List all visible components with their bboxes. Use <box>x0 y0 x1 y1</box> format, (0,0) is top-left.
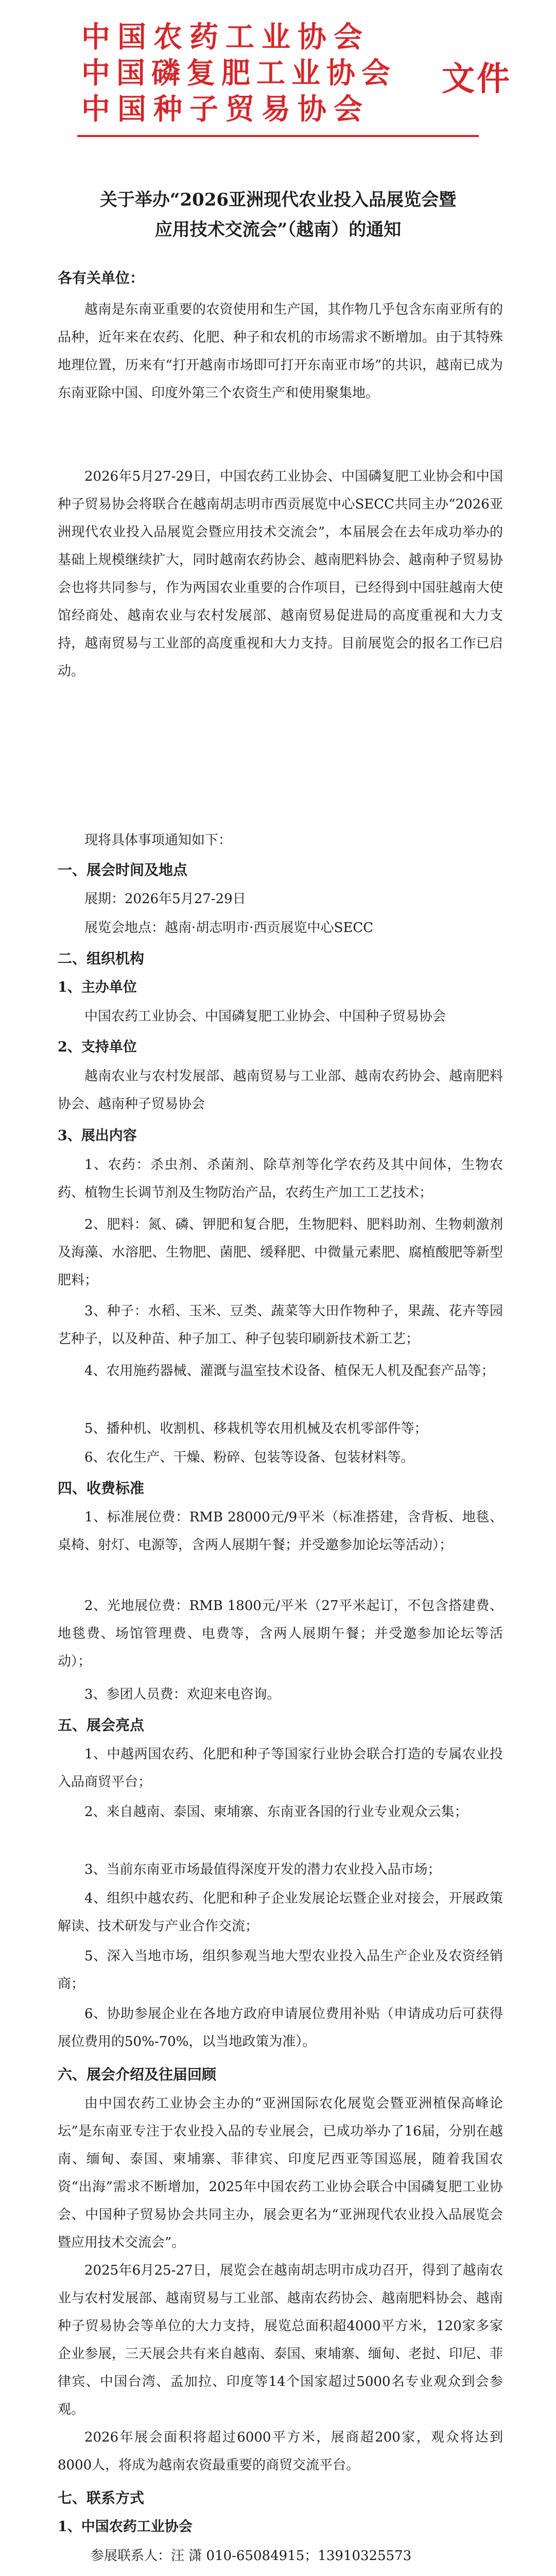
review-paragraph-3: 2026年展会面积将超过6000平方米，展商超200家，观众将达到8000人，将成为越南农资最重要的商贸交流平台。 <box>58 2430 503 2473</box>
letterhead-org-1: 中国农药工业协会 <box>81 21 370 54</box>
document-title-line-1: 关于举办“2026亚洲现代农业投入品展览会暨 <box>99 190 457 210</box>
exhibit-item-5: 5、播种机、收割机、移栽机等农用机械及农机零部件等； <box>84 1421 428 1436</box>
letterhead-org-2: 中国磷复肥工业协会 <box>81 57 396 90</box>
intro-paragraph-1: 越南是东南亚重要的农资使用和生产国，其作物几乎包含东南亚所有的品种，近年来在农药、化肥、种子和农机的市场需求不断增加。由于其特殊地理位置，历来有“打开越南市场即可打开东南亚市场”的共识，越南已成为东南亚除中国、印度外第三个农资生产和使用聚集地。 <box>58 302 503 401</box>
exhibit-item-6: 6、农化生产、干燥、粉碎、包装等设备、包装材料等。 <box>84 1450 414 1465</box>
exhibit-item-4: 4、农用施药器械、灌溉与温室技术设备、植保无人机及配套产品等； <box>84 1363 495 1379</box>
exhibit-item-1: 1、农药：杀虫剂、杀菌剂、除草剂等化学农药及其中间体，生物农药、植物生长调节剂及生物防治产品，农药生产加工工艺技术； <box>58 1157 503 1200</box>
letterhead-red-rule <box>77 135 479 137</box>
section-6-heading: 六、展会介绍及往届回顾 <box>58 2066 217 2083</box>
review-paragraph-1: 由中国农药工业协会主办的“亚洲国际农化展览会暨亚洲植保高峰论坛”是东南亚专注于农业投入品的专业展会，已成功举办了16届，分别在越南、缅甸、泰国、柬埔寨、菲律宾、印度尼西亚等国巡展，随着我国农资“出海”需求不断增加，2025年中国农药工业协会联合中国磷复肥工业协会、中国种子贸易协会共同主办，展会更名为“亚洲现代农业投入品展览会暨应用技术交流会”。 <box>58 2096 503 2250</box>
highlight-item-1: 1、中越两国农药、化肥和种子等国家行业协会联合打造的专属农业投入品商贸平台； <box>58 1747 503 1790</box>
section-2-host-title: 1、主办单位 <box>58 979 137 995</box>
letterhead-doc-label: 文件 <box>442 60 512 98</box>
document-title-line-2: 应用技术交流会”（越南）的通知 <box>154 219 402 240</box>
letterhead <box>0 0 556 149</box>
fee-item-3: 3、参团人员费：欢迎来电咨询。 <box>84 1687 281 1702</box>
highlight-item-4: 4、组织中越农药、化肥和种子企业发展论坛暨企业对接会，开展政策解读、技术研发与产业合作交流； <box>58 1891 503 1934</box>
fee-item-1: 1、标准展位费：RMB 28000元/9平米（标准搭建，含背板、地毯、桌椅、射灯、电源等，含两人展期午餐；并受邀参加论坛等活动）； <box>58 1510 503 1553</box>
section-2-support-title: 2、支持单位 <box>58 1039 137 1055</box>
contact-org-1-line-2 <box>175 2570 380 2576</box>
section-4-heading: 四、收费标准 <box>58 1480 145 1497</box>
intro-paragraph-3: 现将具体事项通知如下： <box>84 833 232 848</box>
section-5-heading: 五、展会亮点 <box>58 1717 145 1734</box>
exhibit-item-2: 2、肥料：氮、磷、钾肥和复合肥，生物肥料、肥料助剂、生物刺激剂及海藻、水溶肥、生物肥、菌肥、缓释肥、中微量元素肥、腐植酸肥等新型肥料； <box>58 1217 503 1288</box>
section-3-heading: 3、展出内容 <box>58 1128 137 1144</box>
review-paragraph-2: 2025年6月25-27日，展览会在越南胡志明市成功召开，得到了越南农业与农村发展部、越南贸易与工业部、越南农药协会、越南肥料协会、越南种子贸易协会等单位的大力支持，展览总面积超4000平方米，120家多家企业参展，三天展会共有来自越南、泰国、柬埔寨、缅甸、老挝、印尼、菲律宾、中国台湾、孟加拉、印度等14个国家超过5000名专业观众到会参观。 <box>58 2263 503 2417</box>
contact-org-1-line-1: 参展联系人：汪 潇 010-65084915；13910325573 <box>91 2548 412 2564</box>
section-1-time: 展期：2026年5月27-29日 <box>84 891 246 907</box>
highlight-item-3: 3、当前东南亚市场最值得深度开发的潜力农业投入品市场； <box>84 1862 441 1877</box>
salutation: 各有关单位： <box>58 269 145 286</box>
section-2-heading: 二、组织机构 <box>58 950 145 967</box>
fee-item-2: 2、光地展位费：RMB 1800元/平米（27平米起订，不包含搭建费、地毯费、场馆管理费、电费等，含两人展期午餐；并受邀参加论坛等活动）； <box>58 1598 503 1669</box>
intro-paragraph-2: 2026年5月27-29日，中国农药工业协会、中国磷复肥工业协会和中国种子贸易协会将联合在越南胡志明市西贡展览中心SECC共同主办“2026亚洲现代农业投入品展览会暨应用技术交流会”，本届展会在去年成功举办的基础上规模继续扩大，同时越南农药协会、越南肥料协会、越南种子贸易协会也将共同参与，作为两国农业重要的合作项目，已经得到中国驻越南大使馆经商处、越南农业与农村发展部、越南贸易促进局的高度重视和大力支持，越南贸易与工业部的高度重视和大力支持。目前展览会的报名工作已启动。 <box>58 469 503 679</box>
section-1-place: 展览会地点：越南·胡志明市·西贡展览中心SECC <box>84 920 374 936</box>
letterhead-org-3: 中国种子贸易协会 <box>81 93 370 126</box>
highlight-item-2: 2、来自越南、泰国、柬埔寨、东南亚各国的行业专业观众云集； <box>84 1804 468 1820</box>
highlight-item-6: 6、协助参展企业在各地方政府申请展位费用补贴（申请成功后可获得展位费用的50%-70%，以当地政策为准）。 <box>58 2006 503 2049</box>
contact-org-1-title: 1、中国农药工业协会 <box>58 2519 193 2535</box>
section-1-heading: 一、展会时间及地点 <box>58 861 188 878</box>
section-7-heading: 七、联系方式 <box>58 2489 145 2506</box>
exhibit-item-3: 3、种子：水稻、玉米、豆类、蔬菜等大田作物种子，果蔬、花卉等园艺种子，以及种苗、种子加工、种子包装印刷新技术新工艺； <box>58 1303 503 1347</box>
section-2-host: 中国农药工业协会、中国磷复肥工业协会、中国种子贸易协会 <box>84 1009 446 1024</box>
highlight-item-5: 5、深入当地市场，组织参观当地大型农业投入品生产企业及农资经销商； <box>58 1948 503 1992</box>
section-2-support: 越南农业与农村发展部、越南贸易与工业部、越南农药协会、越南肥料协会、越南种子贸易协会 <box>58 1069 503 1112</box>
